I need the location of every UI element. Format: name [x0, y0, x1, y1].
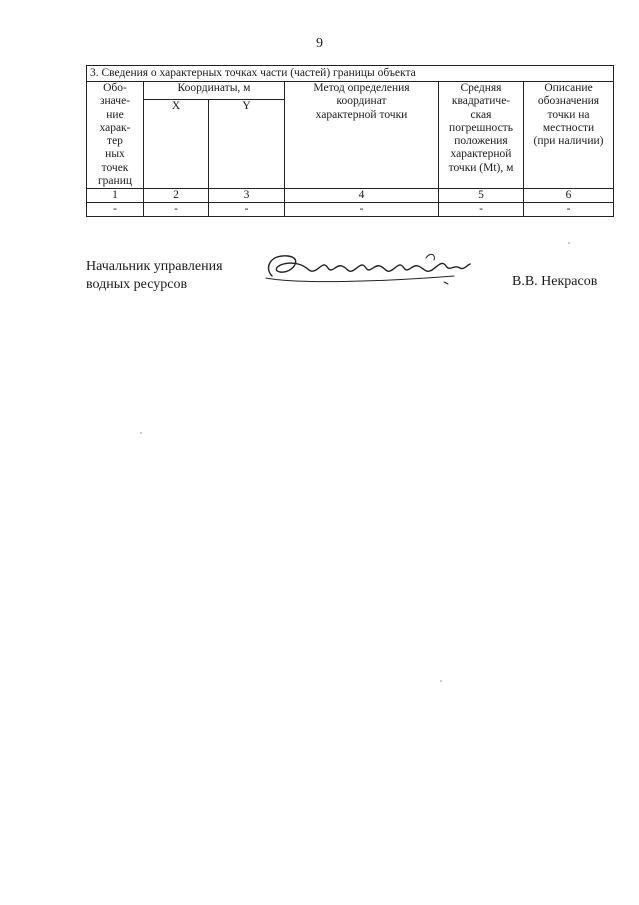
scan-speck [140, 432, 142, 434]
table-cell: - [87, 203, 144, 217]
scan-speck [440, 680, 442, 682]
column-number: 5 [439, 188, 524, 202]
signer-position-line1: Начальник управления [86, 259, 223, 274]
table-cell: - [439, 203, 524, 217]
column-number: 2 [144, 188, 209, 202]
table-cell: - [285, 203, 439, 217]
characteristic-points-table [86, 65, 614, 217]
scan-speck [568, 242, 570, 244]
column-number: 4 [285, 188, 439, 202]
handwritten-signature [258, 248, 474, 290]
signer-position [86, 258, 223, 293]
signer-position-line2: водных ресурсов [86, 276, 188, 292]
header-description: Описание обозначения точки на местности (при наличии) [524, 82, 614, 189]
page-number: 9 [316, 36, 323, 51]
header-x: X [144, 100, 209, 189]
column-number: 6 [524, 188, 614, 202]
signer-name: В.В. Некрасов [512, 274, 598, 289]
table-caption: 3. Сведения о характерных точках части (частей) границы объекта [87, 66, 614, 82]
column-number: 1 [87, 188, 144, 202]
header-point-designation: Обо- значе- ние харак- тер ных точек границ [87, 82, 144, 189]
header-y: Y [209, 100, 285, 189]
header-coordinates: Координаты, м [144, 82, 285, 100]
table-cell: - [524, 203, 614, 217]
header-method: Метод определения координат характерной точки [285, 82, 439, 189]
table-cell: - [209, 203, 285, 217]
column-number-row [87, 188, 614, 202]
column-number: 3 [209, 188, 285, 202]
header-error: Средняя квадратиче- ская погрешность положения характерной точки (Mt), м [439, 82, 524, 189]
table-row [87, 203, 614, 217]
table-cell: - [144, 203, 209, 217]
